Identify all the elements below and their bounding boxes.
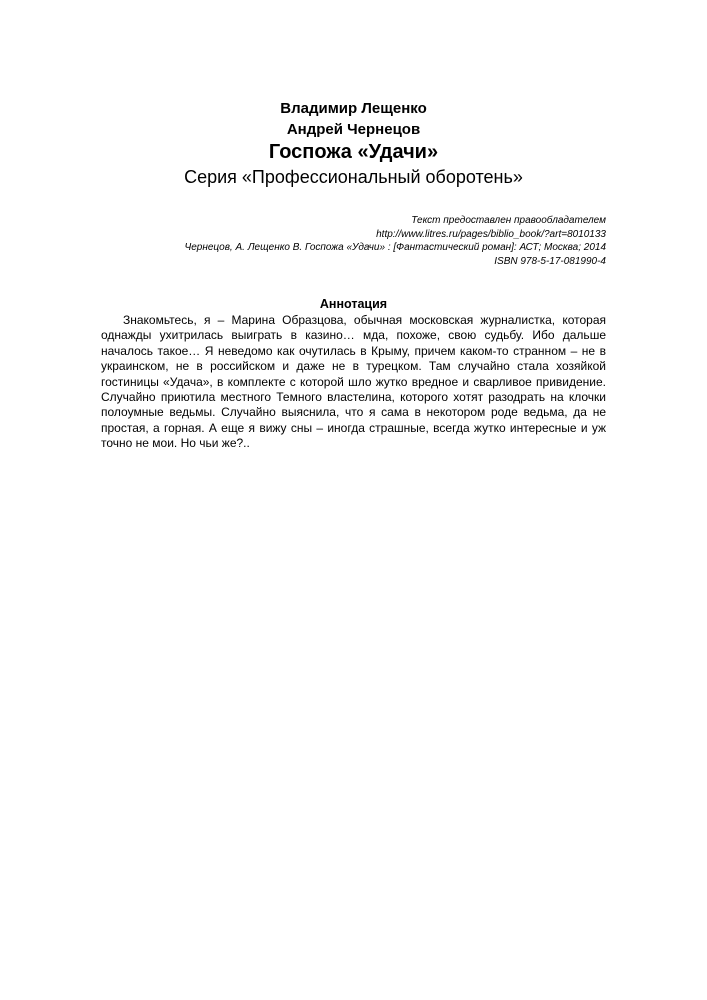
author-name: Андрей Чернецов (286, 121, 421, 138)
rights-holder-note: Текст предоставлен правообладателем (411, 215, 606, 226)
source-url: http://www.litres.ru/pages/biblio_book/?art=8010133 (376, 228, 606, 240)
book-title: Госпожа «Удачи» (268, 141, 439, 163)
isbn: ISBN 978-5-17-081990-4 (494, 255, 606, 267)
annotation-text: Знакомьтесь, я – Марина Образцова, обычная московская журналистка, которая однажды ухитрилась выиграть в казино… мда, похоже, свою судьбу. Ибо дальше началось такое… Я неведомо как очутилась в Крыму, причем каком-то странном – не в украинском, не в российском и даже не в турецком. Там случайно стала хозяйкой гостиницы «Удача», в комплекте с которой шло жутко вредное и сварливое привидение. Случайно приютила местного Темного властелина, которого хотят разодрать на клочки полоумные ведьмы. Случайно выяснила, что я сама в некотором роде ведьма, да не простая, а горная. А еще я вижу сны – иногда страшные, всегда жутко интересные и уж точно не мои. Но чьи же?.. (101, 313, 606, 451)
annotation-heading: Аннотация (319, 297, 388, 311)
author-name: Владимир Лещенко (280, 100, 427, 117)
book-series: Серия «Профессиональный оборотень» (184, 167, 523, 187)
citation: Чернецов, А. Лещенко В. Госпожа «Удачи» : [Фантастический роман]: АСТ; Москва; 2014 (184, 242, 606, 253)
publication-meta (86, 214, 606, 268)
